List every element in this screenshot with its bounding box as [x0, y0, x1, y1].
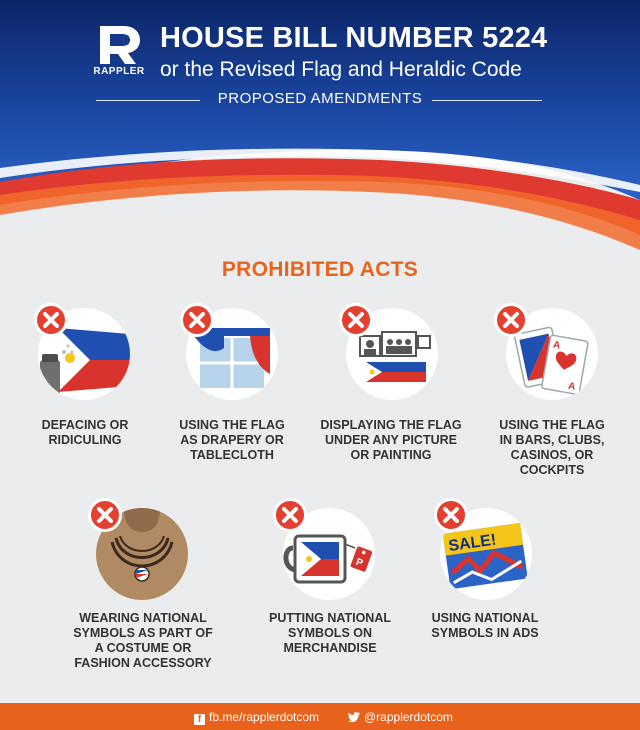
page-subtitle: or the Revised Flag and Heraldic Code [160, 58, 522, 81]
prohibited-icon [273, 498, 307, 532]
tagline: PROPOSED AMENDMENTS [217, 90, 423, 107]
twitter-icon [348, 712, 360, 722]
price-tag-letter: P [354, 556, 365, 570]
prohibited-icon [339, 303, 373, 337]
prohibited-icon [34, 303, 68, 337]
item-label-ads: USING NATIONAL SYMBOLS IN ADS [431, 611, 539, 640]
item-label-defacing: DEFACING OR RIDICULING [41, 418, 129, 447]
ad-headline: SALE! [447, 531, 498, 556]
card-letter-bottom: A [567, 380, 577, 393]
prohibited-icon [494, 303, 528, 337]
prohibited-icon [180, 303, 214, 337]
card-letter: A [552, 339, 562, 352]
rappler-logo-icon [90, 22, 146, 66]
item-label-merchandise: PUTTING NATIONAL SYMBOLS ON MERCHANDISE [269, 611, 391, 655]
brand-name: RAPPLER [93, 66, 145, 77]
facebook-link[interactable]: f fb.me/rapplerdotcom [194, 710, 319, 725]
facebook-icon: f [194, 714, 205, 725]
twitter-link[interactable]: @rapplerdotcom [348, 710, 453, 724]
prohibited-icon [88, 498, 122, 532]
section-title: PROHIBITED ACTS [221, 258, 419, 281]
rappler-logo [90, 22, 146, 71]
divider-right [432, 100, 542, 101]
item-label-picture: DISPLAYING THE FLAG UNDER ANY PICTURE OR PAINTING [320, 418, 462, 462]
prohibited-icon [434, 498, 468, 532]
header [0, 0, 640, 120]
item-label-costume: WEARING NATIONAL SYMBOLS AS PART OF A COSTUME OR FASHION ACCESSORY [73, 611, 213, 670]
item-label-drapery: USING THE FLAG AS DRAPERY OR TABLECLOTH [179, 418, 285, 462]
item-label-casino: USING THE FLAG IN BARS, CLUBS, CASINOS, OR COCKPITS [499, 418, 605, 477]
page-title: HOUSE BILL NUMBER 5224 [160, 22, 548, 54]
footer [0, 703, 640, 730]
